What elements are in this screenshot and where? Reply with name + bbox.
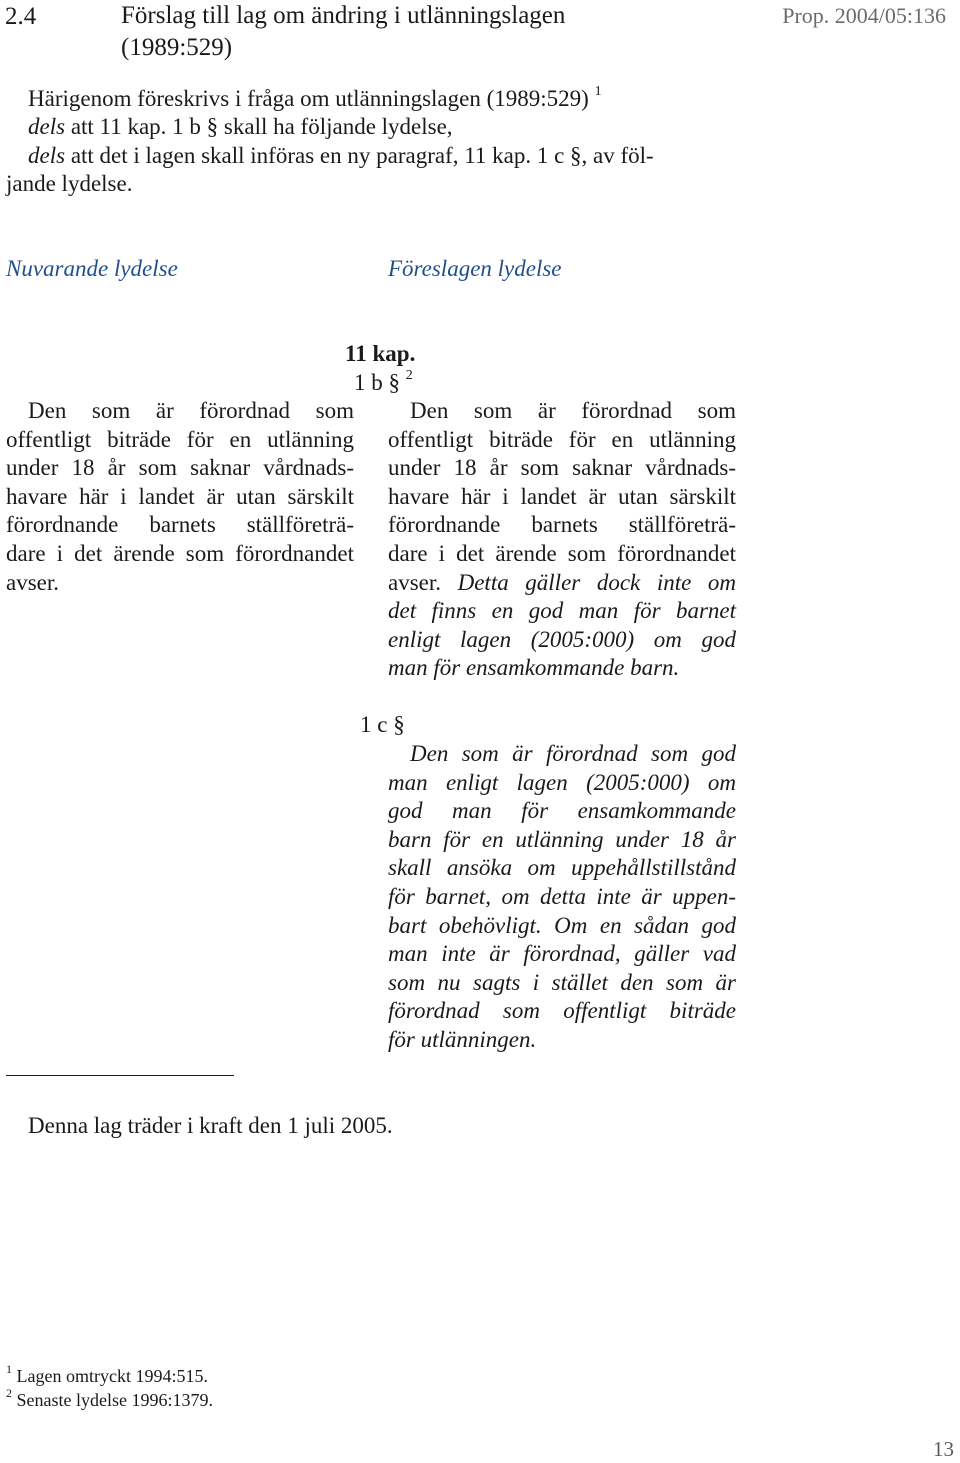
paragraph-1b-label-text: 1 b § (354, 370, 400, 395)
proposed-1b-text (388, 397, 736, 683)
proposed-1b-added-line: man för ensamkommande barn. (388, 655, 680, 681)
intro-line-1-text: Härigenom föreskrivs i fråga om utlänningslagen (1989:529) (28, 86, 589, 111)
proposed-1c-line: bart obehövligt. Om en sådan god (388, 912, 736, 938)
proposed-1b-line: havare här i landet är utan särskilt (388, 483, 736, 509)
chapter-heading: 11 kap. (345, 341, 416, 366)
current-1b-text (6, 397, 354, 597)
current-1b-line: under 18 år som saknar vårdnads- (6, 455, 354, 481)
proposed-1b-added-line: enligt lagen (2005:000) om god (388, 626, 736, 652)
proposed-1c-line: skall ansöka om uppehållstillstånd (388, 855, 736, 881)
proposed-1c-line: för barnet, om detta inte är uppen- (388, 883, 736, 909)
proposed-1b-italic-start: Detta gäller dock inte om (457, 569, 737, 595)
enactment-clause: Denna lag träder i kraft den 1 juli 2005. (28, 1113, 393, 1138)
intro-line-2-text: att 11 kap. 1 b § skall ha följande lydelse, (70, 114, 453, 139)
proposed-1c-line: som nu sagts i stället den som är (388, 969, 736, 995)
current-wording-heading: Nuvarande lydelse (6, 256, 178, 281)
proposed-1c-line: för utlänningen. (388, 1026, 537, 1052)
current-1b-line: avser. (6, 569, 60, 595)
separator-rule (6, 1075, 234, 1076)
proposition-reference: Prop. 2004/05:136 (782, 3, 946, 28)
proposed-1b-added-line: det finns en god man för barnet (388, 598, 736, 624)
proposed-1c-text (388, 740, 736, 1055)
footnote-1-number: 1 (6, 1362, 12, 1376)
current-1b-line: förordnande barnets ställföreträ- (6, 512, 354, 538)
footnote-2-text: Senaste lydelse 1996:1379. (16, 1390, 213, 1410)
proposed-1c-line: god man för ensamkommande (388, 798, 736, 824)
footnote-1-text: Lagen omtryckt 1994:515. (16, 1366, 208, 1386)
proposed-1b-line: offentligt biträde för en utlänning (388, 426, 736, 452)
intro-line-3-text: att det i lagen skall införas en ny paragraf, 11 kap. 1 c §, av föl- (70, 143, 654, 168)
proposed-1c-line: man enligt lagen (2005:000) om (388, 769, 736, 795)
proposed-1b-line: under 18 år som saknar vårdnads- (388, 455, 736, 481)
proposed-1c-line: barn för en utlänning under 18 år (388, 826, 736, 852)
intro-line-3 (28, 142, 654, 171)
footnote-2-number: 2 (6, 1386, 12, 1400)
proposed-1b-line: Den som är förordnad som (410, 398, 736, 423)
section-number: 2.4 (5, 3, 37, 30)
intro-line-4: jande lydelse. (6, 171, 133, 196)
page-number: 13 (933, 1437, 954, 1461)
proposed-1b-line-mixed (388, 569, 736, 598)
intro-line-2 (28, 113, 453, 142)
paragraph-1c-label: 1 c § (360, 712, 405, 737)
proposed-1c-line: Den som är förordnad som god (410, 741, 736, 766)
proposed-1b-plain: avser. (388, 569, 442, 595)
footnote-ref-2: 2 (405, 368, 413, 384)
proposed-1b-line: förordnande barnets ställföreträ- (388, 512, 736, 538)
paragraph-1b-label (354, 369, 413, 398)
proposed-1b-line: dare i det ärende som förordnandet (388, 540, 736, 566)
current-1b-line: offentligt biträde för en utlänning (6, 426, 354, 452)
intro-line-1 (28, 85, 602, 114)
current-1b-line: havare här i landet är utan särskilt (6, 483, 354, 509)
footnote-ref-1: 1 (594, 84, 602, 100)
intro-dels-2: dels (28, 143, 66, 168)
proposed-wording-heading: Föreslagen lydelse (388, 256, 562, 281)
current-1b-line: Den som är förordnad som (28, 398, 354, 423)
proposed-1c-line: man inte är förordnad, gäller vad (388, 941, 736, 967)
section-title: Förslag till lag om ändring i utlänningslagen (1989:529) (121, 2, 566, 61)
current-1b-line: dare i det ärende som förordnandet (6, 540, 354, 566)
footnote-2 (6, 1388, 213, 1412)
proposed-1c-line: förordnad som offentligt biträde (388, 998, 736, 1024)
intro-dels-1: dels (28, 114, 66, 139)
footnote-1 (6, 1364, 208, 1388)
